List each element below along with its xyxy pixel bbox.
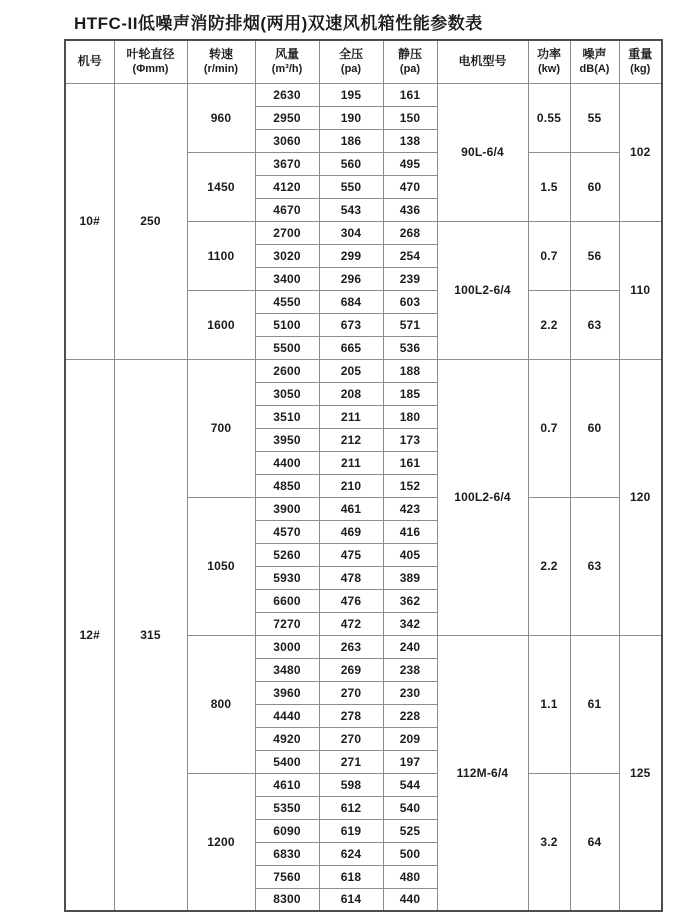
cell-static-pressure: 423 — [383, 497, 437, 520]
cell-weight: 125 — [619, 635, 662, 911]
cell-air-volume: 4400 — [255, 451, 319, 474]
cell-air-volume: 7270 — [255, 612, 319, 635]
table-container — [64, 39, 700, 912]
cell-air-volume: 3480 — [255, 658, 319, 681]
cell-speed: 800 — [187, 635, 255, 773]
cell-impeller-diameter: 315 — [114, 359, 187, 911]
performance-table — [64, 39, 663, 912]
cell-static-pressure: 152 — [383, 474, 437, 497]
cell-total-pressure: 475 — [319, 543, 383, 566]
column-header-power: 功率 (kw) — [528, 40, 570, 83]
cell-speed: 960 — [187, 83, 255, 152]
column-header-air-volume: 风量 (m³/h) — [255, 40, 319, 83]
cell-speed: 1450 — [187, 152, 255, 221]
cell-power: 1.1 — [528, 635, 570, 773]
cell-speed: 1600 — [187, 290, 255, 359]
cell-static-pressure: 342 — [383, 612, 437, 635]
cell-static-pressure: 603 — [383, 290, 437, 313]
cell-air-volume: 3060 — [255, 129, 319, 152]
cell-static-pressure: 240 — [383, 635, 437, 658]
cell-total-pressure: 269 — [319, 658, 383, 681]
column-header-total-pressure: 全压 (pa) — [319, 40, 383, 83]
cell-power: 0.7 — [528, 359, 570, 497]
cell-static-pressure: 161 — [383, 83, 437, 106]
cell-noise: 63 — [570, 497, 619, 635]
cell-power: 1.5 — [528, 152, 570, 221]
cell-static-pressure: 188 — [383, 359, 437, 382]
cell-total-pressure: 673 — [319, 313, 383, 336]
cell-total-pressure: 212 — [319, 428, 383, 451]
column-header-motor-model: 电机型号 — [437, 40, 528, 83]
cell-power: 0.55 — [528, 83, 570, 152]
cell-total-pressure: 665 — [319, 336, 383, 359]
cell-motor-model: 100L2-6/4 — [437, 359, 528, 635]
cell-noise: 61 — [570, 635, 619, 773]
cell-static-pressure: 440 — [383, 888, 437, 911]
cell-static-pressure: 436 — [383, 198, 437, 221]
cell-static-pressure: 544 — [383, 773, 437, 796]
cell-air-volume: 4440 — [255, 704, 319, 727]
cell-static-pressure: 405 — [383, 543, 437, 566]
cell-total-pressure: 299 — [319, 244, 383, 267]
cell-total-pressure: 190 — [319, 106, 383, 129]
cell-noise: 64 — [570, 773, 619, 911]
cell-total-pressure: 684 — [319, 290, 383, 313]
cell-total-pressure: 550 — [319, 175, 383, 198]
cell-static-pressure: 173 — [383, 428, 437, 451]
cell-static-pressure: 540 — [383, 796, 437, 819]
column-header-noise: 噪声 dB(A) — [570, 40, 619, 83]
cell-noise: 55 — [570, 83, 619, 152]
cell-noise: 60 — [570, 359, 619, 497]
cell-noise: 63 — [570, 290, 619, 359]
cell-static-pressure: 138 — [383, 129, 437, 152]
cell-air-volume: 5400 — [255, 750, 319, 773]
cell-noise: 56 — [570, 221, 619, 290]
cell-total-pressure: 478 — [319, 566, 383, 589]
table-header-row — [65, 40, 662, 83]
cell-static-pressure: 362 — [383, 589, 437, 612]
cell-total-pressure: 469 — [319, 520, 383, 543]
cell-total-pressure: 205 — [319, 359, 383, 382]
cell-air-volume: 2700 — [255, 221, 319, 244]
column-header-static-pressure: 静压 (pa) — [383, 40, 437, 83]
cell-air-volume: 3400 — [255, 267, 319, 290]
cell-air-volume: 2950 — [255, 106, 319, 129]
cell-weight: 120 — [619, 359, 662, 635]
column-header-speed: 转速 (r/min) — [187, 40, 255, 83]
cell-air-volume: 8300 — [255, 888, 319, 911]
cell-air-volume: 4610 — [255, 773, 319, 796]
cell-air-volume: 7560 — [255, 865, 319, 888]
cell-total-pressure: 472 — [319, 612, 383, 635]
cell-air-volume: 3670 — [255, 152, 319, 175]
cell-total-pressure: 210 — [319, 474, 383, 497]
cell-air-volume: 3960 — [255, 681, 319, 704]
cell-total-pressure: 304 — [319, 221, 383, 244]
cell-static-pressure: 161 — [383, 451, 437, 474]
table-row — [65, 359, 662, 382]
cell-air-volume: 3020 — [255, 244, 319, 267]
cell-total-pressure: 271 — [319, 750, 383, 773]
cell-air-volume: 2630 — [255, 83, 319, 106]
cell-weight: 102 — [619, 83, 662, 221]
cell-air-volume: 4850 — [255, 474, 319, 497]
cell-static-pressure: 180 — [383, 405, 437, 428]
cell-air-volume: 3510 — [255, 405, 319, 428]
cell-air-volume: 5500 — [255, 336, 319, 359]
cell-total-pressure: 461 — [319, 497, 383, 520]
cell-weight: 110 — [619, 221, 662, 359]
cell-air-volume: 4670 — [255, 198, 319, 221]
column-header-machine-no: 机号 — [65, 40, 114, 83]
cell-static-pressure: 500 — [383, 842, 437, 865]
cell-air-volume: 5930 — [255, 566, 319, 589]
column-header-weight: 重量 (kg) — [619, 40, 662, 83]
cell-static-pressure: 416 — [383, 520, 437, 543]
cell-static-pressure: 150 — [383, 106, 437, 129]
cell-motor-model: 100L2-6/4 — [437, 221, 528, 359]
cell-machine-no: 12# — [65, 359, 114, 911]
cell-motor-model: 90L-6/4 — [437, 83, 528, 221]
cell-power: 0.7 — [528, 221, 570, 290]
page-title: HTFC-II低噪声消防排烟(两用)双速风机箱性能参数表 — [74, 14, 483, 33]
cell-noise: 60 — [570, 152, 619, 221]
cell-total-pressure: 476 — [319, 589, 383, 612]
cell-total-pressure: 618 — [319, 865, 383, 888]
cell-total-pressure: 624 — [319, 842, 383, 865]
cell-air-volume: 3950 — [255, 428, 319, 451]
cell-air-volume: 2600 — [255, 359, 319, 382]
cell-static-pressure: 495 — [383, 152, 437, 175]
cell-static-pressure: 571 — [383, 313, 437, 336]
cell-air-volume: 3900 — [255, 497, 319, 520]
cell-air-volume: 4920 — [255, 727, 319, 750]
cell-air-volume: 6600 — [255, 589, 319, 612]
cell-total-pressure: 619 — [319, 819, 383, 842]
cell-static-pressure: 230 — [383, 681, 437, 704]
cell-total-pressure: 195 — [319, 83, 383, 106]
cell-air-volume: 4550 — [255, 290, 319, 313]
cell-air-volume: 3000 — [255, 635, 319, 658]
cell-static-pressure: 525 — [383, 819, 437, 842]
cell-static-pressure: 389 — [383, 566, 437, 589]
cell-total-pressure: 211 — [319, 405, 383, 428]
cell-total-pressure: 278 — [319, 704, 383, 727]
cell-air-volume: 6830 — [255, 842, 319, 865]
cell-total-pressure: 211 — [319, 451, 383, 474]
cell-total-pressure: 614 — [319, 888, 383, 911]
cell-motor-model: 112M-6/4 — [437, 635, 528, 911]
cell-air-volume: 5260 — [255, 543, 319, 566]
cell-air-volume: 6090 — [255, 819, 319, 842]
cell-total-pressure: 612 — [319, 796, 383, 819]
cell-power: 2.2 — [528, 290, 570, 359]
cell-total-pressure: 208 — [319, 382, 383, 405]
cell-static-pressure: 470 — [383, 175, 437, 198]
cell-total-pressure: 560 — [319, 152, 383, 175]
cell-machine-no: 10# — [65, 83, 114, 359]
cell-static-pressure: 197 — [383, 750, 437, 773]
cell-air-volume: 5350 — [255, 796, 319, 819]
cell-static-pressure: 268 — [383, 221, 437, 244]
cell-static-pressure: 239 — [383, 267, 437, 290]
table-row — [65, 83, 662, 106]
cell-static-pressure: 254 — [383, 244, 437, 267]
column-header-impeller-diameter: 叶轮直径 (Φmm) — [114, 40, 187, 83]
cell-total-pressure: 263 — [319, 635, 383, 658]
cell-static-pressure: 228 — [383, 704, 437, 727]
cell-static-pressure: 536 — [383, 336, 437, 359]
cell-air-volume: 3050 — [255, 382, 319, 405]
cell-total-pressure: 270 — [319, 681, 383, 704]
cell-total-pressure: 543 — [319, 198, 383, 221]
cell-total-pressure: 186 — [319, 129, 383, 152]
cell-static-pressure: 209 — [383, 727, 437, 750]
cell-power: 3.2 — [528, 773, 570, 911]
cell-static-pressure: 185 — [383, 382, 437, 405]
cell-air-volume: 5100 — [255, 313, 319, 336]
page — [0, 9, 700, 923]
cell-speed: 1100 — [187, 221, 255, 290]
cell-impeller-diameter: 250 — [114, 83, 187, 359]
cell-speed: 700 — [187, 359, 255, 497]
cell-speed: 1050 — [187, 497, 255, 635]
cell-power: 2.2 — [528, 497, 570, 635]
cell-total-pressure: 296 — [319, 267, 383, 290]
cell-static-pressure: 480 — [383, 865, 437, 888]
cell-total-pressure: 598 — [319, 773, 383, 796]
cell-speed: 1200 — [187, 773, 255, 911]
cell-air-volume: 4570 — [255, 520, 319, 543]
cell-air-volume: 4120 — [255, 175, 319, 198]
cell-static-pressure: 238 — [383, 658, 437, 681]
cell-total-pressure: 270 — [319, 727, 383, 750]
